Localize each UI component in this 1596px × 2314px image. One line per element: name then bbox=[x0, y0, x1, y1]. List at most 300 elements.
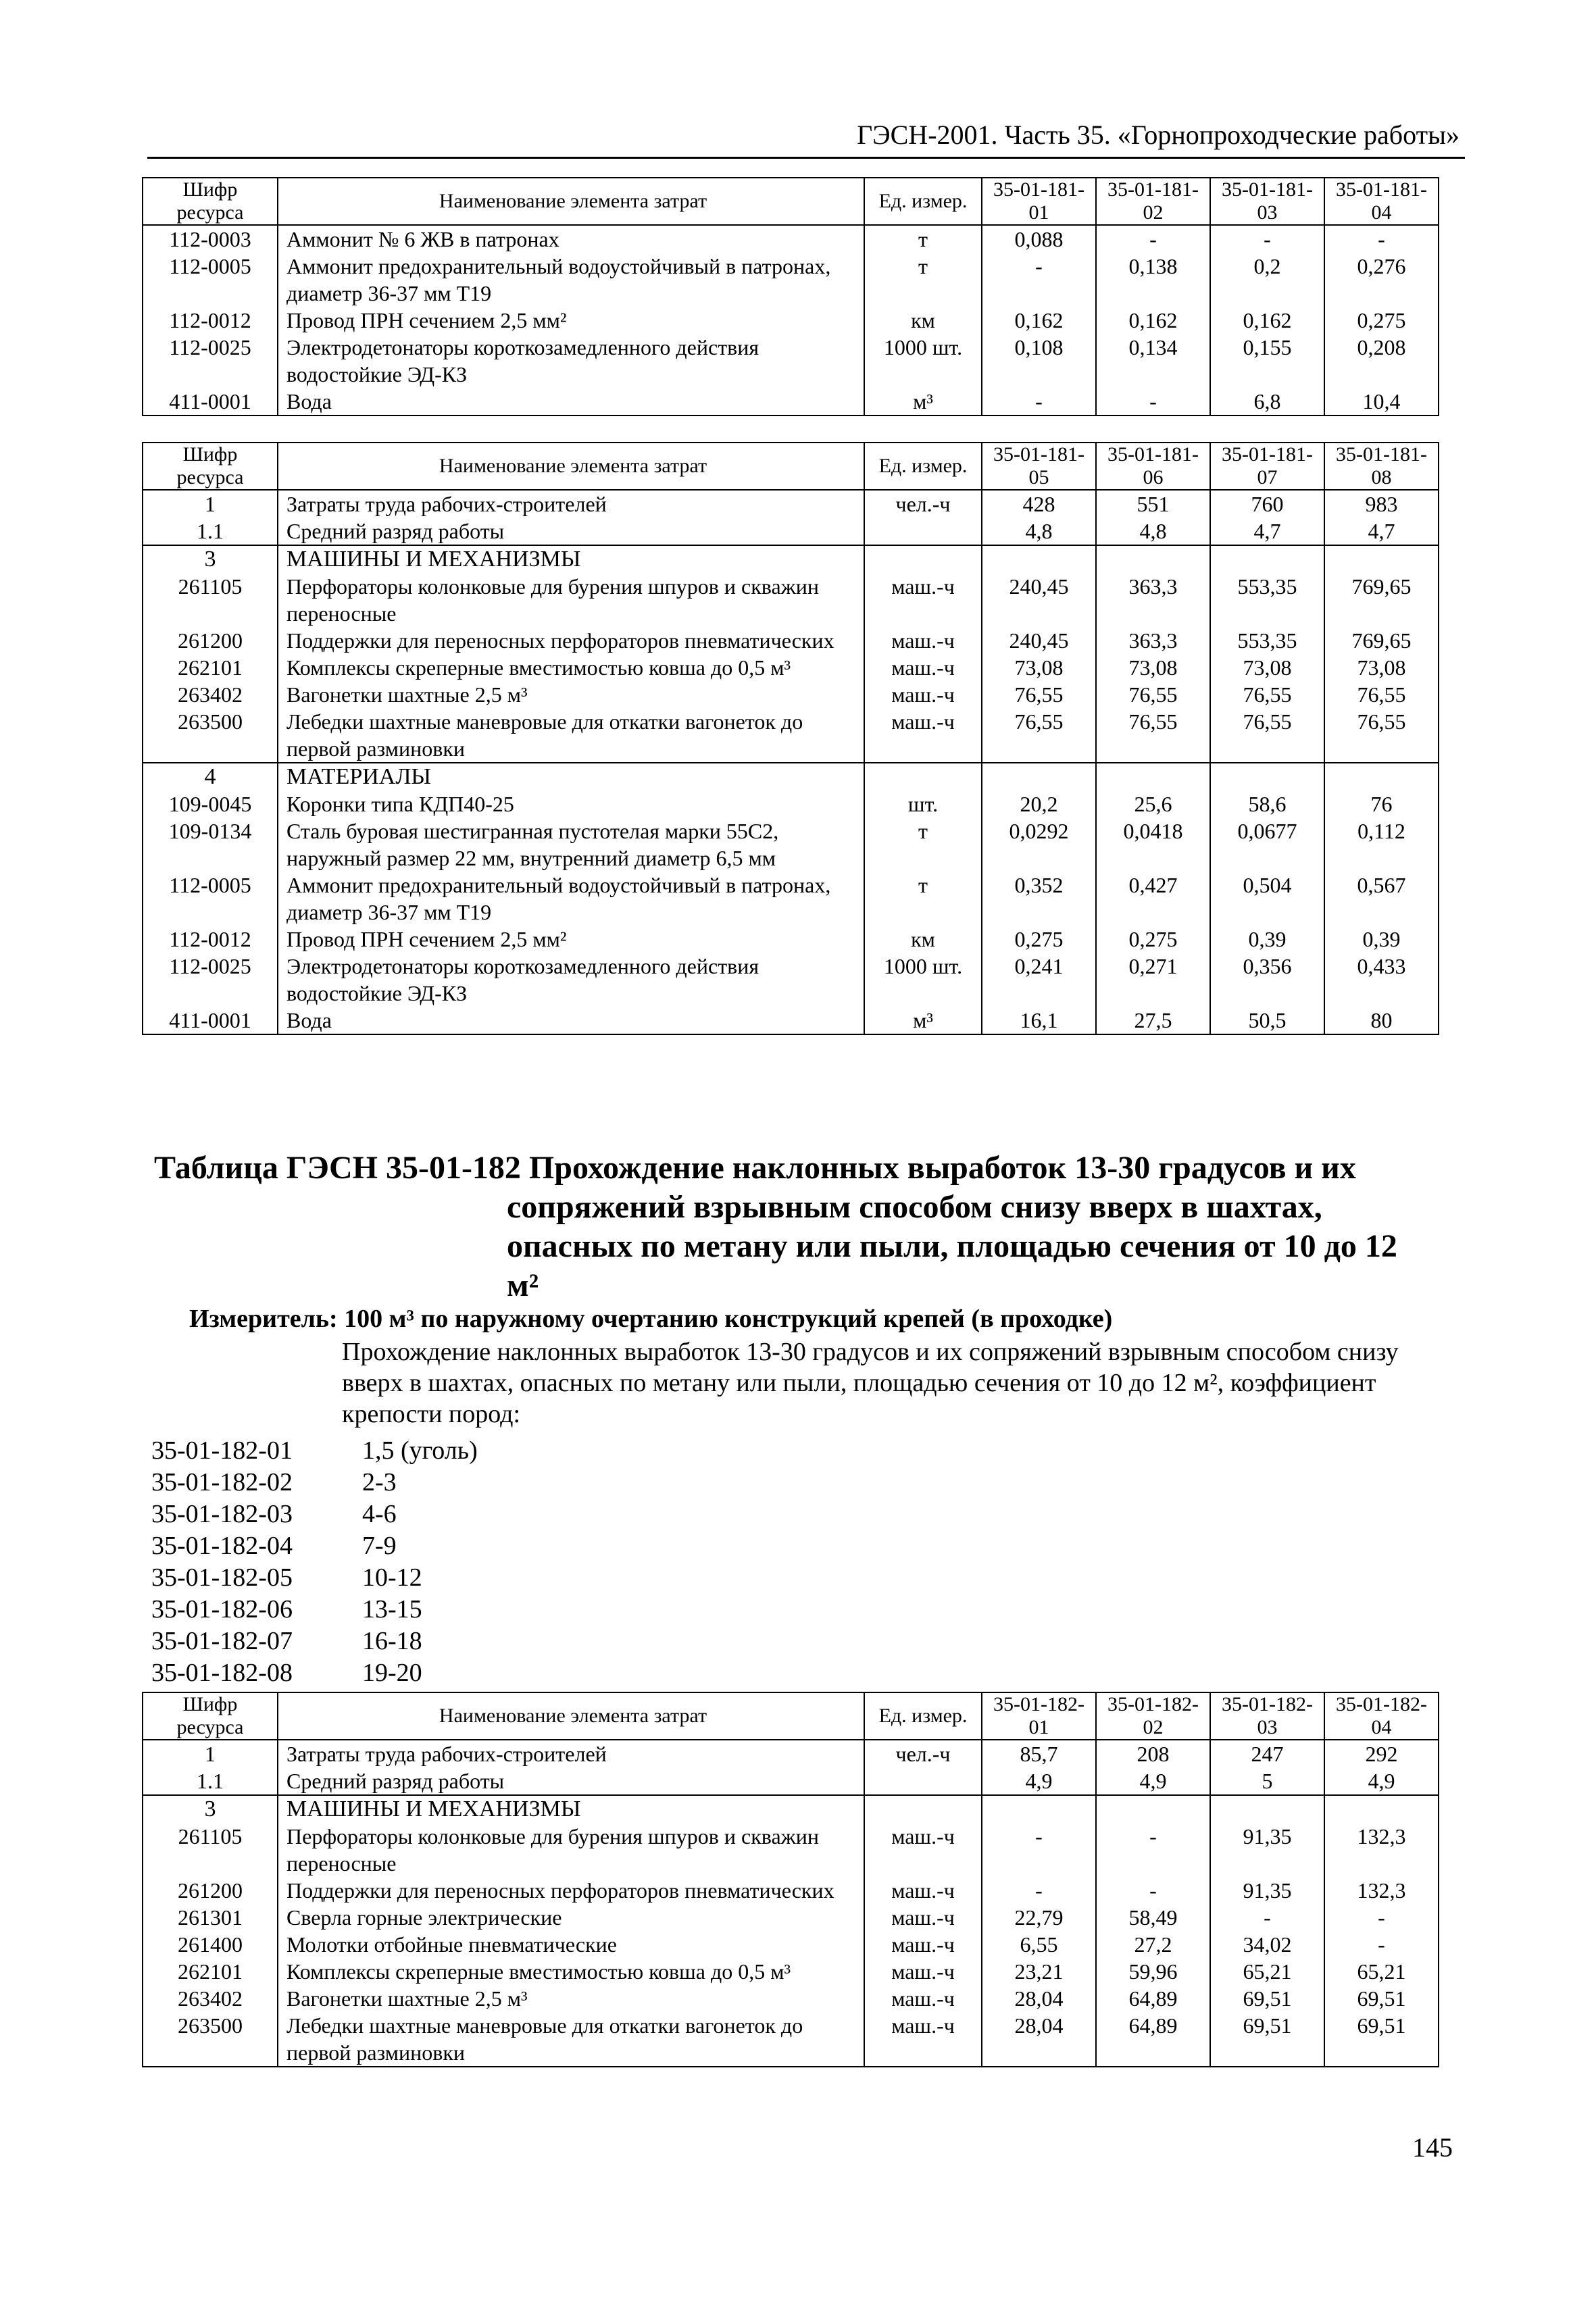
value-cell: 0,276 bbox=[1324, 253, 1439, 307]
header-code: Шифр ресурса bbox=[143, 443, 278, 490]
value-cell: 0,241 bbox=[982, 953, 1096, 1007]
value-cell: 247 bbox=[1210, 1740, 1324, 1767]
header-col-4: 35-01-182-04 bbox=[1324, 1692, 1439, 1740]
value-cell: - bbox=[1096, 225, 1210, 253]
resource-name: Комплексы скреперные вместимостью ковша до 0,5 м³ bbox=[278, 654, 864, 681]
value-cell bbox=[1210, 1795, 1324, 1823]
header-unit: Ед. измер. bbox=[864, 1692, 982, 1740]
page-number: 145 bbox=[1412, 2132, 1453, 2163]
resource-code: 3 bbox=[143, 1795, 278, 1823]
value-cell: - bbox=[982, 1877, 1096, 1904]
table-row bbox=[143, 1740, 1439, 1767]
value-cell: 76,55 bbox=[1324, 681, 1439, 708]
value-cell: 132,3 bbox=[1324, 1823, 1439, 1877]
table-row bbox=[143, 1877, 1439, 1904]
value-cell: 0,39 bbox=[1324, 926, 1439, 953]
value-cell: 551 bbox=[1096, 490, 1210, 518]
table-row bbox=[143, 926, 1439, 953]
unit-cell: м³ bbox=[864, 1007, 982, 1034]
unit-cell: т bbox=[864, 225, 982, 253]
resource-code: 1.1 bbox=[143, 518, 278, 545]
value-cell: 428 bbox=[982, 490, 1096, 518]
unit-cell: м³ bbox=[864, 388, 982, 416]
header-code: Шифр ресурса bbox=[143, 1692, 278, 1740]
resource-name: МАТЕРИАЛЫ bbox=[278, 763, 864, 790]
unit-cell: чел.-ч bbox=[864, 1740, 982, 1767]
table-row bbox=[143, 573, 1439, 627]
value-cell bbox=[1324, 545, 1439, 573]
header-name: Наименование элемента затрат bbox=[278, 443, 864, 490]
resource-code: 261400 bbox=[143, 1931, 278, 1958]
value-cell bbox=[1324, 1795, 1439, 1823]
value-cell: 76,55 bbox=[1096, 681, 1210, 708]
resource-code: 263500 bbox=[143, 2012, 278, 2067]
resource-name: Электродетонаторы короткозамедленного действия водостойкие ЭД-КЗ bbox=[278, 334, 864, 388]
value-cell: - bbox=[982, 253, 1096, 307]
work-description: Прохождение наклонных выработок 13-30 градусов и их сопряжений взрывным способом снизу вверх в шахтах, опасных по метану или пыли, площадью сечения от 10 до 12 м², коэффициент крепости пород: bbox=[342, 1338, 1399, 1428]
resource-name: Провод ПРН сечением 2,5 мм² bbox=[278, 926, 864, 953]
resource-name: Поддержки для переносных перфораторов пневматических bbox=[278, 1877, 864, 1904]
table-row bbox=[143, 627, 1439, 654]
header-col-1: 35-01-181-01 bbox=[982, 178, 1096, 225]
header-unit: Ед. измер. bbox=[864, 443, 982, 490]
resource-code: 263402 bbox=[143, 1985, 278, 2012]
section-title-line-2: сопряжений взрывным способом снизу вверх в шахтах, bbox=[507, 1189, 1322, 1225]
resource-code: 263402 bbox=[143, 681, 278, 708]
value-cell: 27,2 bbox=[1096, 1931, 1210, 1958]
resource-table-182-01-04 bbox=[142, 1692, 1439, 2067]
resource-code: 112-0012 bbox=[143, 926, 278, 953]
table-row bbox=[143, 1931, 1439, 1958]
resource-name: Аммонит предохранительный водоустойчивый в патронах, диаметр 36-37 мм Т19 bbox=[278, 872, 864, 926]
variant-row bbox=[151, 1657, 478, 1689]
resource-name: МАШИНЫ И МЕХАНИЗМЫ bbox=[278, 545, 864, 573]
header-col-1: 35-01-182-01 bbox=[982, 1692, 1096, 1740]
resource-code: 112-0003 bbox=[143, 225, 278, 253]
header-col-4: 35-01-181-08 bbox=[1324, 443, 1439, 490]
unit-cell: маш.-ч bbox=[864, 681, 982, 708]
header-col-2: 35-01-182-02 bbox=[1096, 1692, 1210, 1740]
value-cell: 59,96 bbox=[1096, 1958, 1210, 1985]
section-title-line-1: Таблица ГЭСН 35-01-182 Прохождение наклонных выработок 13-30 градусов и их bbox=[154, 1150, 1356, 1186]
value-cell: 6,8 bbox=[1210, 388, 1324, 416]
value-cell: 0,275 bbox=[982, 926, 1096, 953]
value-cell: 28,04 bbox=[982, 2012, 1096, 2067]
value-cell: 0,427 bbox=[1096, 872, 1210, 926]
value-cell: - bbox=[982, 388, 1096, 416]
value-cell: 76,55 bbox=[982, 708, 1096, 763]
value-cell: 4,7 bbox=[1210, 518, 1324, 545]
value-cell: 4,9 bbox=[1324, 1767, 1439, 1795]
resource-code: 112-0025 bbox=[143, 334, 278, 388]
value-cell: 69,51 bbox=[1324, 1985, 1439, 2012]
unit-cell bbox=[864, 763, 982, 790]
unit-cell: маш.-ч bbox=[864, 2012, 982, 2067]
header-code: Шифр ресурса bbox=[143, 178, 278, 225]
unit-cell: маш.-ч bbox=[864, 708, 982, 763]
resource-code: 261301 bbox=[143, 1904, 278, 1931]
value-cell: - bbox=[1096, 388, 1210, 416]
resource-code: 112-0005 bbox=[143, 253, 278, 307]
variant-code: 35-01-182-03 bbox=[151, 1500, 293, 1528]
header-unit: Ед. измер. bbox=[864, 178, 982, 225]
resource-name: Поддержки для переносных перфораторов пневматических bbox=[278, 627, 864, 654]
value-cell: 0,271 bbox=[1096, 953, 1210, 1007]
header-col-2: 35-01-181-06 bbox=[1096, 443, 1210, 490]
table-row bbox=[143, 790, 1439, 818]
resource-name: Средний разряд работы bbox=[278, 518, 864, 545]
resource-code: 263500 bbox=[143, 708, 278, 763]
value-cell: 0,155 bbox=[1210, 334, 1324, 388]
value-cell: 0,275 bbox=[1096, 926, 1210, 953]
value-cell: 292 bbox=[1324, 1740, 1439, 1767]
variant-code: 35-01-182-01 bbox=[151, 1436, 293, 1465]
table-row bbox=[143, 1985, 1439, 2012]
resource-code: 261105 bbox=[143, 1823, 278, 1877]
header-col-3: 35-01-182-03 bbox=[1210, 1692, 1324, 1740]
resource-code: 112-0005 bbox=[143, 872, 278, 926]
unit-cell: маш.-ч bbox=[864, 1985, 982, 2012]
variant-value: 10-12 bbox=[362, 1563, 422, 1592]
value-cell: 91,35 bbox=[1210, 1877, 1324, 1904]
value-cell: 0,138 bbox=[1096, 253, 1210, 307]
unit-cell: т bbox=[864, 253, 982, 307]
unit-cell bbox=[864, 545, 982, 573]
resource-code: 411-0001 bbox=[143, 1007, 278, 1034]
value-cell: 58,6 bbox=[1210, 790, 1324, 818]
variant-code: 35-01-182-04 bbox=[151, 1532, 293, 1560]
table-row bbox=[143, 1958, 1439, 1985]
resource-name: Молотки отбойные пневматические bbox=[278, 1931, 864, 1958]
value-cell: 363,3 bbox=[1096, 627, 1210, 654]
unit-cell: т bbox=[864, 872, 982, 926]
value-cell: 85,7 bbox=[982, 1740, 1096, 1767]
resource-code: 261200 bbox=[143, 627, 278, 654]
resource-name: Провод ПРН сечением 2,5 мм² bbox=[278, 307, 864, 334]
value-cell: 80 bbox=[1324, 1007, 1439, 1034]
value-cell bbox=[982, 545, 1096, 573]
value-cell: 6,55 bbox=[982, 1931, 1096, 1958]
value-cell: 20,2 bbox=[982, 790, 1096, 818]
table-header-row bbox=[143, 443, 1439, 490]
value-cell: 73,08 bbox=[1096, 654, 1210, 681]
resource-code: 3 bbox=[143, 545, 278, 573]
value-cell: 0,108 bbox=[982, 334, 1096, 388]
resource-name: Затраты труда рабочих-строителей bbox=[278, 1740, 864, 1767]
unit-cell: маш.-ч bbox=[864, 1931, 982, 1958]
value-cell: 65,21 bbox=[1210, 1958, 1324, 1985]
variant-code: 35-01-182-05 bbox=[151, 1563, 293, 1592]
value-cell: 64,89 bbox=[1096, 1985, 1210, 2012]
value-cell: 0,275 bbox=[1324, 307, 1439, 334]
header-rule bbox=[147, 157, 1465, 159]
resource-code: 1 bbox=[143, 1740, 278, 1767]
unit-cell: чел.-ч bbox=[864, 490, 982, 518]
variant-list bbox=[151, 1435, 478, 1689]
table-row bbox=[143, 654, 1439, 681]
value-cell: 0,433 bbox=[1324, 953, 1439, 1007]
value-cell: 16,1 bbox=[982, 1007, 1096, 1034]
value-cell: 553,35 bbox=[1210, 627, 1324, 654]
value-cell: 28,04 bbox=[982, 1985, 1096, 2012]
value-cell: 0,2 bbox=[1210, 253, 1324, 307]
value-cell: 5 bbox=[1210, 1767, 1324, 1795]
table-row bbox=[143, 763, 1439, 790]
value-cell: 76 bbox=[1324, 790, 1439, 818]
value-cell: 4,9 bbox=[982, 1767, 1096, 1795]
value-cell bbox=[1210, 545, 1324, 573]
table-row bbox=[143, 818, 1439, 872]
value-cell: 240,45 bbox=[982, 573, 1096, 627]
table-row bbox=[143, 1904, 1439, 1931]
resource-code: 1.1 bbox=[143, 1767, 278, 1795]
value-cell: 22,79 bbox=[982, 1904, 1096, 1931]
table-header-row bbox=[143, 1692, 1439, 1740]
table-body bbox=[143, 1740, 1439, 2067]
variant-row bbox=[151, 1467, 478, 1499]
value-cell bbox=[1096, 545, 1210, 573]
header-name: Наименование элемента затрат bbox=[278, 1692, 864, 1740]
resource-code: 112-0025 bbox=[143, 953, 278, 1007]
unit-cell bbox=[864, 1795, 982, 1823]
value-cell: 208 bbox=[1096, 1740, 1210, 1767]
section-title-line-3: опасных по метану или пыли, площадью сечения от 10 до 12 bbox=[507, 1228, 1397, 1264]
unit-cell: маш.-ч bbox=[864, 654, 982, 681]
value-cell: 64,89 bbox=[1096, 2012, 1210, 2067]
value-cell: 0,352 bbox=[982, 872, 1096, 926]
variant-code: 35-01-182-07 bbox=[151, 1627, 293, 1655]
variant-value: 1,5 (уголь) bbox=[362, 1436, 478, 1465]
unit-cell bbox=[864, 1767, 982, 1795]
resource-code: 112-0012 bbox=[143, 307, 278, 334]
header-col-4: 35-01-181-04 bbox=[1324, 178, 1439, 225]
resource-code: 4 bbox=[143, 763, 278, 790]
value-cell: - bbox=[1324, 1931, 1439, 1958]
variant-code: 35-01-182-02 bbox=[151, 1468, 293, 1496]
header-col-3: 35-01-181-03 bbox=[1210, 178, 1324, 225]
resource-name: Вагонетки шахтные 2,5 м³ bbox=[278, 1985, 864, 2012]
table-row bbox=[143, 1767, 1439, 1795]
unit-cell: маш.-ч bbox=[864, 1958, 982, 1985]
resource-name: Лебедки шахтные маневровые для откатки вагонеток до первой разминовки bbox=[278, 2012, 864, 2067]
value-cell bbox=[1096, 1795, 1210, 1823]
value-cell: - bbox=[982, 1823, 1096, 1877]
value-cell: 0,0677 bbox=[1210, 818, 1324, 872]
unit-cell: 1000 шт. bbox=[864, 334, 982, 388]
table-row bbox=[143, 307, 1439, 334]
value-cell: 0,162 bbox=[982, 307, 1096, 334]
section-title bbox=[154, 1149, 1438, 1305]
resource-code: 262101 bbox=[143, 654, 278, 681]
value-cell: 4,8 bbox=[1096, 518, 1210, 545]
unit-cell: маш.-ч bbox=[864, 1904, 982, 1931]
table-row bbox=[143, 225, 1439, 253]
variant-row bbox=[151, 1562, 478, 1594]
value-cell bbox=[982, 763, 1096, 790]
resource-name: Сталь буровая шестигранная пустотелая марки 55С2, наружный размер 22 мм, внутренний диаметр 6,5 мм bbox=[278, 818, 864, 872]
variant-value: 7-9 bbox=[362, 1532, 397, 1560]
resource-name: Аммонит № 6 ЖВ в патронах bbox=[278, 225, 864, 253]
value-cell: 0,162 bbox=[1096, 307, 1210, 334]
resource-name: Затраты труда рабочих-строителей bbox=[278, 490, 864, 518]
value-cell: 69,51 bbox=[1210, 2012, 1324, 2067]
resource-name: Комплексы скреперные вместимостью ковша до 0,5 м³ bbox=[278, 1958, 864, 1985]
resource-name: Перфораторы колонковые для бурения шпуров и скважин переносные bbox=[278, 1823, 864, 1877]
variant-value: 13-15 bbox=[362, 1595, 422, 1624]
table-row bbox=[143, 1823, 1439, 1877]
running-header: ГЭСН-2001. Часть 35. «Горнопроходческие работы» bbox=[857, 120, 1460, 150]
table-row bbox=[143, 388, 1439, 416]
variant-value: 19-20 bbox=[362, 1659, 422, 1687]
value-cell: 0,39 bbox=[1210, 926, 1324, 953]
value-cell: 240,45 bbox=[982, 627, 1096, 654]
variant-code: 35-01-182-08 bbox=[151, 1659, 293, 1687]
unit-cell: маш.-ч bbox=[864, 573, 982, 627]
value-cell: 0,088 bbox=[982, 225, 1096, 253]
value-cell: 769,65 bbox=[1324, 573, 1439, 627]
header-col-1: 35-01-181-05 bbox=[982, 443, 1096, 490]
value-cell bbox=[982, 1795, 1096, 1823]
value-cell: 76,55 bbox=[982, 681, 1096, 708]
value-cell: - bbox=[1096, 1823, 1210, 1877]
value-cell: 760 bbox=[1210, 490, 1324, 518]
value-cell bbox=[1210, 763, 1324, 790]
table-row bbox=[143, 681, 1439, 708]
table-header-row bbox=[143, 178, 1439, 225]
value-cell: 553,35 bbox=[1210, 573, 1324, 627]
resource-name: Вагонетки шахтные 2,5 м³ bbox=[278, 681, 864, 708]
header-col-3: 35-01-181-07 bbox=[1210, 443, 1324, 490]
value-cell: - bbox=[1210, 225, 1324, 253]
table-row bbox=[143, 334, 1439, 388]
value-cell: - bbox=[1324, 225, 1439, 253]
unit-cell: маш.-ч bbox=[864, 627, 982, 654]
value-cell bbox=[1324, 763, 1439, 790]
resource-code: 109-0134 bbox=[143, 818, 278, 872]
header-col-2: 35-01-181-02 bbox=[1096, 178, 1210, 225]
unit-cell: маш.-ч bbox=[864, 1877, 982, 1904]
resource-name: Вода bbox=[278, 1007, 864, 1034]
value-cell: 91,35 bbox=[1210, 1823, 1324, 1877]
variant-value: 4-6 bbox=[362, 1500, 397, 1528]
value-cell: 0,112 bbox=[1324, 818, 1439, 872]
value-cell: 4,8 bbox=[982, 518, 1096, 545]
unit-cell: км bbox=[864, 307, 982, 334]
resource-name: Вода bbox=[278, 388, 864, 416]
value-cell: - bbox=[1324, 1904, 1439, 1931]
unit-cell: шт. bbox=[864, 790, 982, 818]
table-row bbox=[143, 872, 1439, 926]
resource-name: Средний разряд работы bbox=[278, 1767, 864, 1795]
unit-cell bbox=[864, 518, 982, 545]
table-row bbox=[143, 253, 1439, 307]
variant-row bbox=[151, 1530, 478, 1562]
unit-cell: маш.-ч bbox=[864, 1823, 982, 1877]
resource-table-181-01-04 bbox=[142, 177, 1439, 416]
resource-table-181-05-08 bbox=[142, 442, 1439, 1035]
value-cell: 58,49 bbox=[1096, 1904, 1210, 1931]
value-cell: 23,21 bbox=[982, 1958, 1096, 1985]
resource-name: Лебедки шахтные маневровые для откатки вагонеток до первой разминовки bbox=[278, 708, 864, 763]
header-name: Наименование элемента затрат bbox=[278, 178, 864, 225]
value-cell: 76,55 bbox=[1096, 708, 1210, 763]
resource-name: Сверла горные электрические bbox=[278, 1904, 864, 1931]
measure-unit: Измеритель: 100 м³ по наружному очертанию конструкций крепей (в проходке) bbox=[189, 1305, 1113, 1333]
resource-name: Коронки типа КДП40-25 bbox=[278, 790, 864, 818]
value-cell: 69,51 bbox=[1210, 1985, 1324, 2012]
variant-row bbox=[151, 1594, 478, 1626]
table-row bbox=[143, 518, 1439, 545]
value-cell: 65,21 bbox=[1324, 1958, 1439, 1985]
value-cell: 4,9 bbox=[1096, 1767, 1210, 1795]
section-title-line-4: м² bbox=[507, 1267, 539, 1303]
value-cell: 73,08 bbox=[1210, 654, 1324, 681]
table-body bbox=[143, 490, 1439, 1034]
resource-name: Перфораторы колонковые для бурения шпуров и скважин переносные bbox=[278, 573, 864, 627]
table-row bbox=[143, 708, 1439, 763]
value-cell: 0,504 bbox=[1210, 872, 1324, 926]
value-cell: - bbox=[1096, 1877, 1210, 1904]
value-cell: 76,55 bbox=[1324, 708, 1439, 763]
value-cell: 73,08 bbox=[982, 654, 1096, 681]
variant-value: 2-3 bbox=[362, 1468, 397, 1496]
value-cell: 27,5 bbox=[1096, 1007, 1210, 1034]
resource-name: Аммонит предохранительный водоустойчивый в патронах, диаметр 36-37 мм Т19 bbox=[278, 253, 864, 307]
value-cell: 0,567 bbox=[1324, 872, 1439, 926]
value-cell: 0,356 bbox=[1210, 953, 1324, 1007]
value-cell: 69,51 bbox=[1324, 2012, 1439, 2067]
variant-value: 16-18 bbox=[362, 1627, 422, 1655]
value-cell: 25,6 bbox=[1096, 790, 1210, 818]
value-cell: 50,5 bbox=[1210, 1007, 1324, 1034]
table-row bbox=[143, 2012, 1439, 2067]
resource-code: 261200 bbox=[143, 1877, 278, 1904]
value-cell: 0,0418 bbox=[1096, 818, 1210, 872]
table-body bbox=[143, 225, 1439, 416]
value-cell: 363,3 bbox=[1096, 573, 1210, 627]
table-row bbox=[143, 490, 1439, 518]
variant-row bbox=[151, 1626, 478, 1657]
table-row bbox=[143, 1795, 1439, 1823]
value-cell: 983 bbox=[1324, 490, 1439, 518]
table-row bbox=[143, 545, 1439, 573]
value-cell: - bbox=[1210, 1904, 1324, 1931]
value-cell: 0,162 bbox=[1210, 307, 1324, 334]
unit-cell: км bbox=[864, 926, 982, 953]
resource-code: 261105 bbox=[143, 573, 278, 627]
value-cell: 34,02 bbox=[1210, 1931, 1324, 1958]
variant-code: 35-01-182-06 bbox=[151, 1595, 293, 1624]
value-cell bbox=[1096, 763, 1210, 790]
value-cell: 76,55 bbox=[1210, 681, 1324, 708]
variant-row bbox=[151, 1435, 478, 1467]
value-cell: 10,4 bbox=[1324, 388, 1439, 416]
value-cell: 0,208 bbox=[1324, 334, 1439, 388]
resource-code: 109-0045 bbox=[143, 790, 278, 818]
resource-code: 411-0001 bbox=[143, 388, 278, 416]
table-row bbox=[143, 953, 1439, 1007]
value-cell: 769,65 bbox=[1324, 627, 1439, 654]
value-cell: 132,3 bbox=[1324, 1877, 1439, 1904]
resource-code: 1 bbox=[143, 490, 278, 518]
resource-name: Электродетонаторы короткозамедленного действия водостойкие ЭД-КЗ bbox=[278, 953, 864, 1007]
resource-name: МАШИНЫ И МЕХАНИЗМЫ bbox=[278, 1795, 864, 1823]
table-row bbox=[143, 1007, 1439, 1034]
value-cell: 73,08 bbox=[1324, 654, 1439, 681]
resource-code: 262101 bbox=[143, 1958, 278, 1985]
value-cell: 76,55 bbox=[1210, 708, 1324, 763]
variant-row bbox=[151, 1499, 478, 1530]
